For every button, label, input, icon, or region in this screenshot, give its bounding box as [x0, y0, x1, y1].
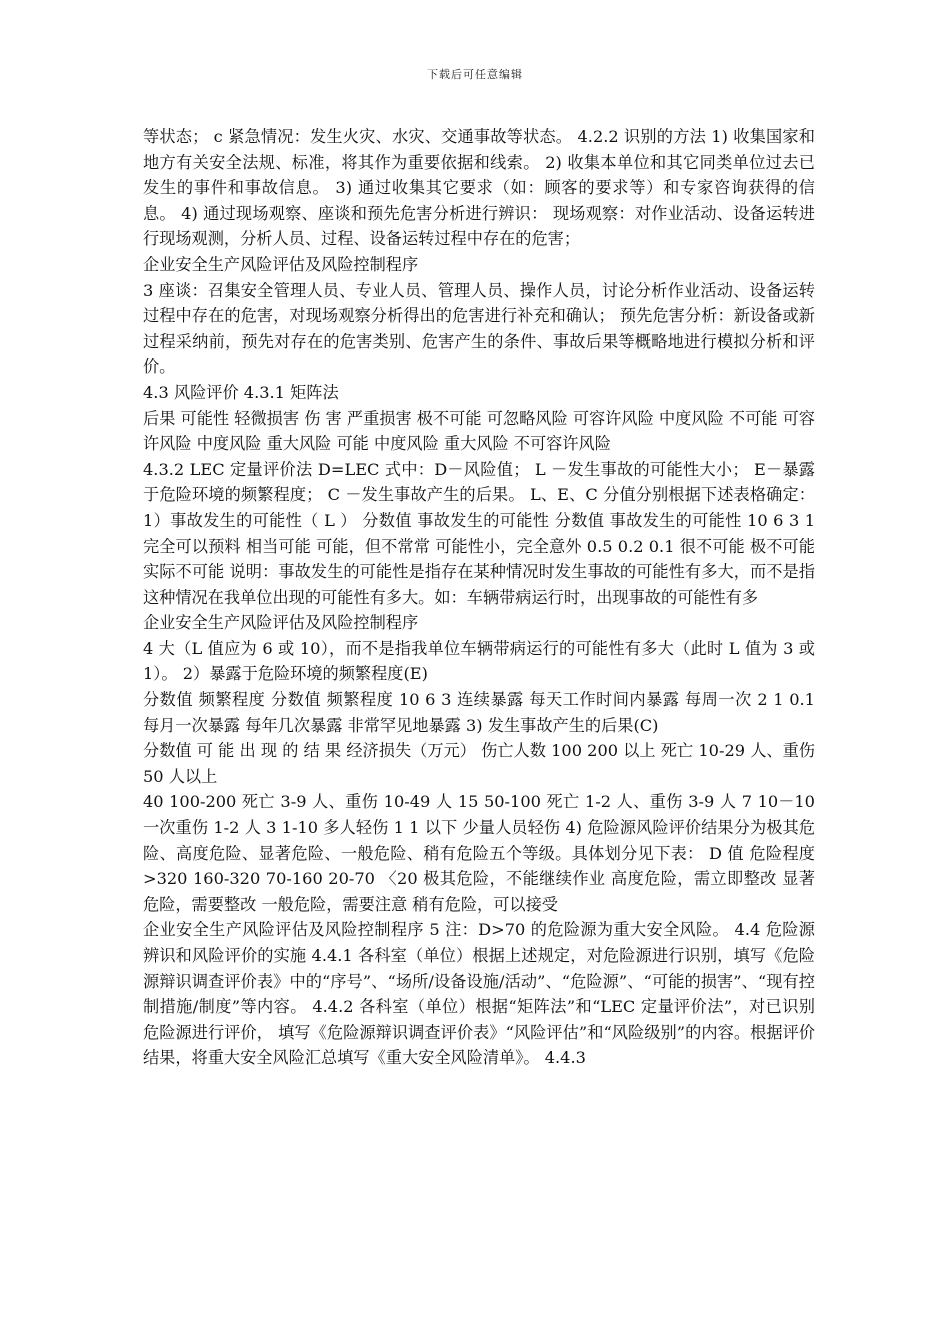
- section-title: 企业安全生产风险评估及风险控制程序: [143, 613, 419, 633]
- paragraph-consequence-table: 分数值 可 能 出 现 的 结 果 经济损失（万元） 伤亡人数 100 200 以上 死亡 10-29 人、重伤 50 人以上: [143, 741, 815, 786]
- paragraph-exposure-table: 分数值 频繁程度 分数值 频繁程度 10 6 3 连续暴露 每天工作时间内暴露 每周一次 2 1 0.1 每月一次暴露 每年几次暴露 非常罕见地暴露 3) 发生事故产生的后果(C): [143, 690, 815, 735]
- section-title: 企业安全生产风险评估及风险控制程序: [143, 254, 419, 274]
- document-body: [143, 124, 815, 1071]
- paragraph-matrix-method: 后果 可能性 轻微损害 伤 害 严重损害 极不可能 可忽略风险 可容许风险 中度风险 不可能 可容许风险 中度风险 重大风险 可能 中度风险 重大风险 不可容许风险: [143, 408, 815, 454]
- page-header-note: 下载后可任意编辑: [427, 68, 523, 81]
- paragraph-implementation: 企业安全生产风险评估及风险控制程序 5 注：D>70 的危险源为重大安全风险。 4.4 危险源辨识和风险评价的实施 4.4.1 各科室（单位）根据上述规定，对危险源进行识别，填写《危险源辩识调查评价表》中的“序号”、“场所/设备设施/活动”、“危险源”、“可能的损害”、“现有控制措施/制度”等内容。 4.4.2 各科室（单位）根据“矩阵法”和“LEC 定量评价法”，对已识别危险源进行评价， 填写《危险源辩识调查评价表》“风险评估”和“风险级别”的内容。根据评价结果，将重大安全风险汇总填写《重大安全风险清单》。 4.4.3: [143, 920, 815, 1068]
- heading-risk-evaluation: 4.3 风险评价 4.3.1 矩阵法: [143, 382, 339, 402]
- paragraph-exposure: 4 大（L 值应为 6 或 10），而不是指我单位车辆带病运行的可能性有多大（此时 L 值为 3 或 1）。 2）暴露于危险环境的频繁程度(E): [143, 638, 815, 684]
- paragraph-identification-methods: 等状态； c 紧急情况：发生火灾、水灾、交通事故等状态。 4.2.2 识别的方法 1) 收集国家和地方有关安全法规、标准，将其作为重要依据和线索。 2) 收集本单位和其它同类单位过去已发生的事件和事故信息。 3) 通过收集其它要求（如：顾客的要求等）和专家咨询获得的信息。 4) 通过现场观察、座谈和预先危害分析进行辨识： 现场观察：对作业活动、设备运转进行现场观测，分析人员、过程、设备运转过程中存在的危害；: [143, 127, 815, 249]
- paragraph-risk-levels: 40 100-200 死亡 3-9 人、重伤 10-49 人 15 50-100 死亡 1-2 人、重伤 3-9 人 7 10－10 一次重伤 1-2 人 3 1-10 多人轻伤 1 1 以下 少量人员轻伤 4) 危险源风险评价结果分为极其危险、高度危险、显著危险、一般危险、稍有危险五个等级。具体划分见下表： D 值 危险程度 >320 160-320 70-160 20-70 〈20 极其危险，不能继续作业 高度危险，需立即整改 显著危险，需要整改 一般危险，需要注意 稍有危险，可以接受: [143, 792, 815, 914]
- paragraph-discussion: 3 座谈：召集安全管理人员、专业人员、管理人员、操作人员，讨论分析作业活动、设备运转过程中存在的危害，对现场观察分析得出的危害进行补充和确认； 预先危害分析：新设备或新过程采纳前，预先对存在的危害类别、危害产生的条件、事故后果等概略地进行模拟分析和评价。: [143, 280, 815, 377]
- paragraph-lec-method: 4.3.2 LEC 定量评价法 D=LEC 式中：D－风险值； L －发生事故的可能性大小； E－暴露于危险环境的频繁程度； C －发生事故产生的后果。 L、E、C 分值分别根据下述表格确定： 1）事故发生的可能性（ L ） 分数值 事故发生的可能性 分数值 事故发生的可能性 10 6 3 1 完全可以预料 相当可能 可能，但不常常 可能性小，完全意外 0.5 0.2 0.1 很不可能 极不可能 实际不可能 说明：事故发生的可能性是指存在某种情况时发生事故的可能性有多大，而不是指这种情况在我单位出现的可能性有多大。如：车辆带病运行时，出现事故的可能性有多: [143, 459, 815, 607]
